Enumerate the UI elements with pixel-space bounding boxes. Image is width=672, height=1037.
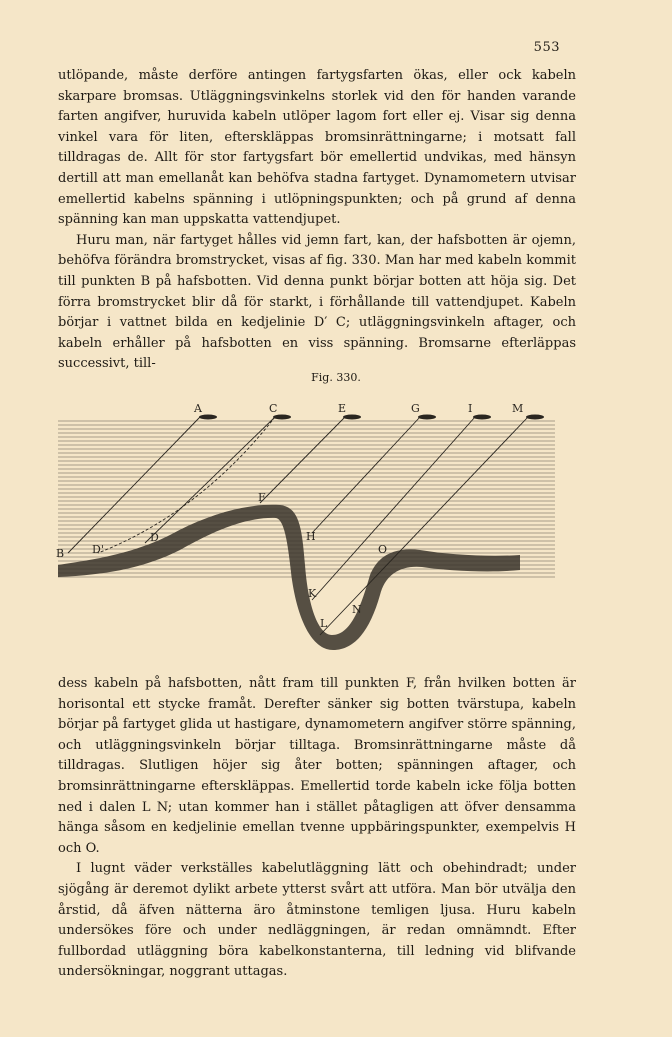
label-k: K: [308, 587, 317, 600]
ship-markers: [199, 415, 544, 420]
page-number: 553: [533, 40, 560, 55]
cable-line-e: [260, 417, 345, 503]
label-d-prime: D': [92, 543, 104, 556]
ship-e: [343, 415, 361, 420]
ship-g: [418, 415, 436, 420]
label-e: E: [338, 402, 347, 415]
label-a: A: [194, 402, 202, 415]
figure-cable-diagram: [50, 395, 570, 660]
label-d: D: [150, 531, 159, 544]
label-f: F: [258, 491, 266, 504]
seabed-profile: [58, 505, 520, 650]
label-h: H: [306, 530, 316, 543]
text-block-top: [58, 66, 576, 375]
ship-m: [526, 415, 544, 420]
label-b: B: [56, 547, 65, 560]
label-i: I: [468, 402, 473, 415]
label-l: L: [320, 617, 328, 630]
paragraph: dess kabeln på hafsbotten, nått fram till punkten F, från hvilken botten är horisontal ett stycke framåt. Derefter sänker sig botten tvärstupa, kabeln börjar på fartyget glida ut hastigare, dynamometern angifver större spänning, och utläggningsvinkeln börjar tilltaga. Bromsinrättningarne måste då tilldragas. Slutligen höjer sig åter botten; spänningen aftager, och bromsinrättningarne efterskläppas. Emellertid torde kabeln icke följa botten ned i dalen L N; utan kommer han i stället påtagligen att öfver densamma hänga såsom en kedjelinie emellan tvenne uppbäringspunkter, exempelvis H och O.: [58, 676, 576, 856]
label-o: O: [378, 543, 388, 556]
ship-a: [199, 415, 217, 420]
label-m: M: [512, 402, 524, 415]
ship-i: [473, 415, 491, 420]
ship-c: [273, 415, 291, 420]
label-c: C: [269, 402, 278, 415]
label-g: G: [411, 402, 420, 415]
paragraph: I lugnt väder verkställes kabelutläggning lätt och obehindradt; under sjögång är deremot dylikt arbete ytterst svårt att utföra. Man bör utvälja den årstid, då äfven nätterna äro åtminstone temligen ljusa. Huru kabeln undersökes före och under nedläggningen, är redan omnämndt. Efter fullbordad utläggning böra kabelkonstanterna, till ledning vid blifvande undersökningar, noggrant uttagas.: [58, 861, 576, 980]
figure-caption: Fig. 330.: [311, 371, 361, 384]
label-n: N: [352, 603, 362, 616]
text-block-bottom: [58, 674, 576, 983]
paragraph: utlöpande, måste derföre antingen fartygsfarten ökas, eller ock kabeln skarpare bromsas. Utläggningsvinkelns storlek vid den för handen varande farten angifver, huruvida kabeln utlöper lagom fort eller ej. Visar sig denna vinkel vara för liten, efterskläppas bromsinrättningarne; i motsatt fall tilldragas de. Allt för stor fartygsfart bör emellertid undvikas, med hänsyn dertill att man emellanåt kan behöfva stadna fartyget. Dynamometern utvisar emellertid kabelns spänning i utlöpningspunkten; och på grund af denna spänning kan man uppskatta vattendjupet.: [58, 68, 576, 228]
paragraph: Huru man, när fartyget hålles vid jemn fart, kan, der hafsbotten är ojemn, behöfva förändra bromstrycket, visas af fig. 330. Man har med kabeln kommit till punkten B på hafsbotten. Vid denna punkt börjar botten att höja sig. Det förra bromstrycket blir då för starkt, i förhållande till vattendjupet. Kabeln börjar i vattnet bilda en kedjelinie D′ C; utläggningsvinkeln aftager, och kabeln erhåller på hafsbotten en viss spänning. Bromsarne efterläppas successivt, till-: [58, 232, 576, 372]
